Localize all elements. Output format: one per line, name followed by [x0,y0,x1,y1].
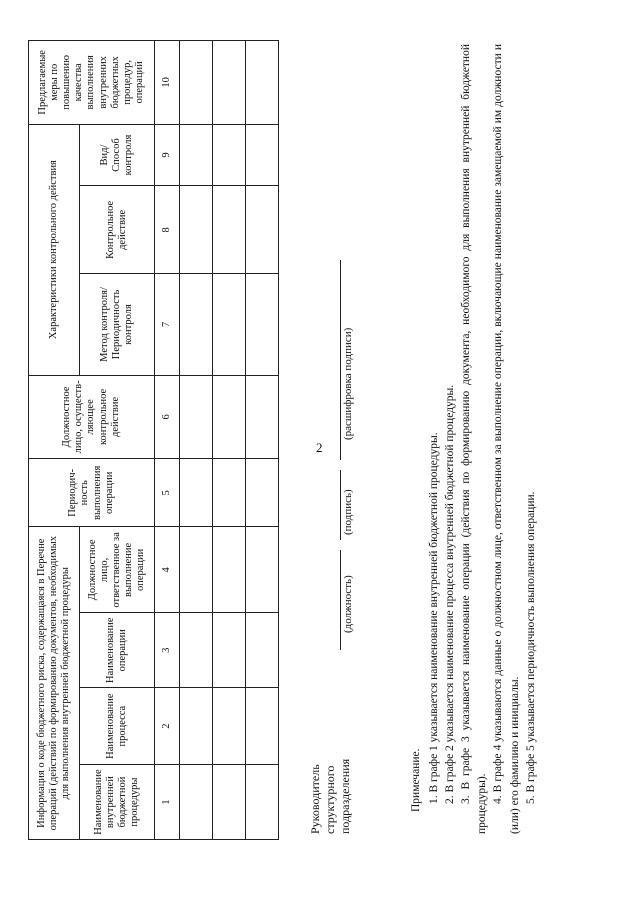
control-table [28,40,279,840]
header-col2: Наименование процесса [80,688,155,765]
header-col3: Наименование операции [80,613,155,688]
table-row [246,41,279,840]
position-line [340,550,341,650]
signature-block [306,40,396,840]
col-number: 8 [155,186,180,274]
header-control-characteristics: Характеристики контрольного действия [29,124,80,375]
decoding-caption: (расшифровка подписи) [342,327,354,440]
note-item: 5. В графе 5 указывается периодичность выполнения операции. [524,491,537,804]
col-number: 5 [155,459,180,527]
header-col1: Наименование внутренней бюджетной процедуры [80,765,155,840]
table-row [213,41,246,840]
table-row [180,41,213,840]
col-number: 9 [155,124,180,186]
notes-block [408,44,539,834]
header-col5: Периодич-ность выполнения операции [29,459,155,527]
column-number-row [155,41,180,840]
header-col4: Должностное лицо, ответственное за выполнение операции [80,527,155,613]
note-item: 1. В графе 1 указывается наименование внутренней бюджетной процедуры. [428,432,441,804]
decoding-line [340,260,341,460]
head-label: Руководитель структурного подразделения [308,758,352,834]
rotated-sheet [28,40,588,840]
header-col9: Вид/ Способ контроля [80,124,155,186]
note-item: 4. В графе 4 указываются данные о должностном лице, ответственном за выполнение операции, включающие наименование замещаемой им должности и (или) его фамилию и инициалы. [492,44,521,834]
col-number: 10 [155,41,180,125]
signature-line [340,470,341,540]
header-col10: Предлагаемые меры по повышению качества выполнения внутренних бюджетных процедур, операций [29,41,155,125]
col-number: 3 [155,613,180,688]
col-number: 2 [155,688,180,765]
col-number: 7 [155,274,180,375]
header-risk-info: Информация о коде бюджетного риска, содержащаяся в Перечне операций (действий по формированию документов, необходимых для выполнения внутренней бюджетной процедуры [29,527,80,840]
page-number: 2 [316,440,323,455]
note-item: 3. В графе 3 указывается наименование операции (действия по формированию документа, необходимого для выполнения внутренней бюджетной процедуры). [460,44,489,834]
header-col6: Должностное лицо, осуществ-ляющее контрольное действие [29,375,155,459]
position-caption: (должность) [342,575,354,633]
signature-caption: (подпись) [342,489,354,535]
header-col8: Контрольное действие [80,186,155,274]
col-number: 6 [155,375,180,459]
col-number: 4 [155,527,180,613]
notes-title: Примечание. [410,748,422,812]
col-number: 1 [155,765,180,840]
note-item: 2. В графе 2 указывается наименование процесса внутренней бюджетной процедуры. [444,384,457,804]
header-col7: Метод контроля/ Периодичность контроля [80,274,155,375]
